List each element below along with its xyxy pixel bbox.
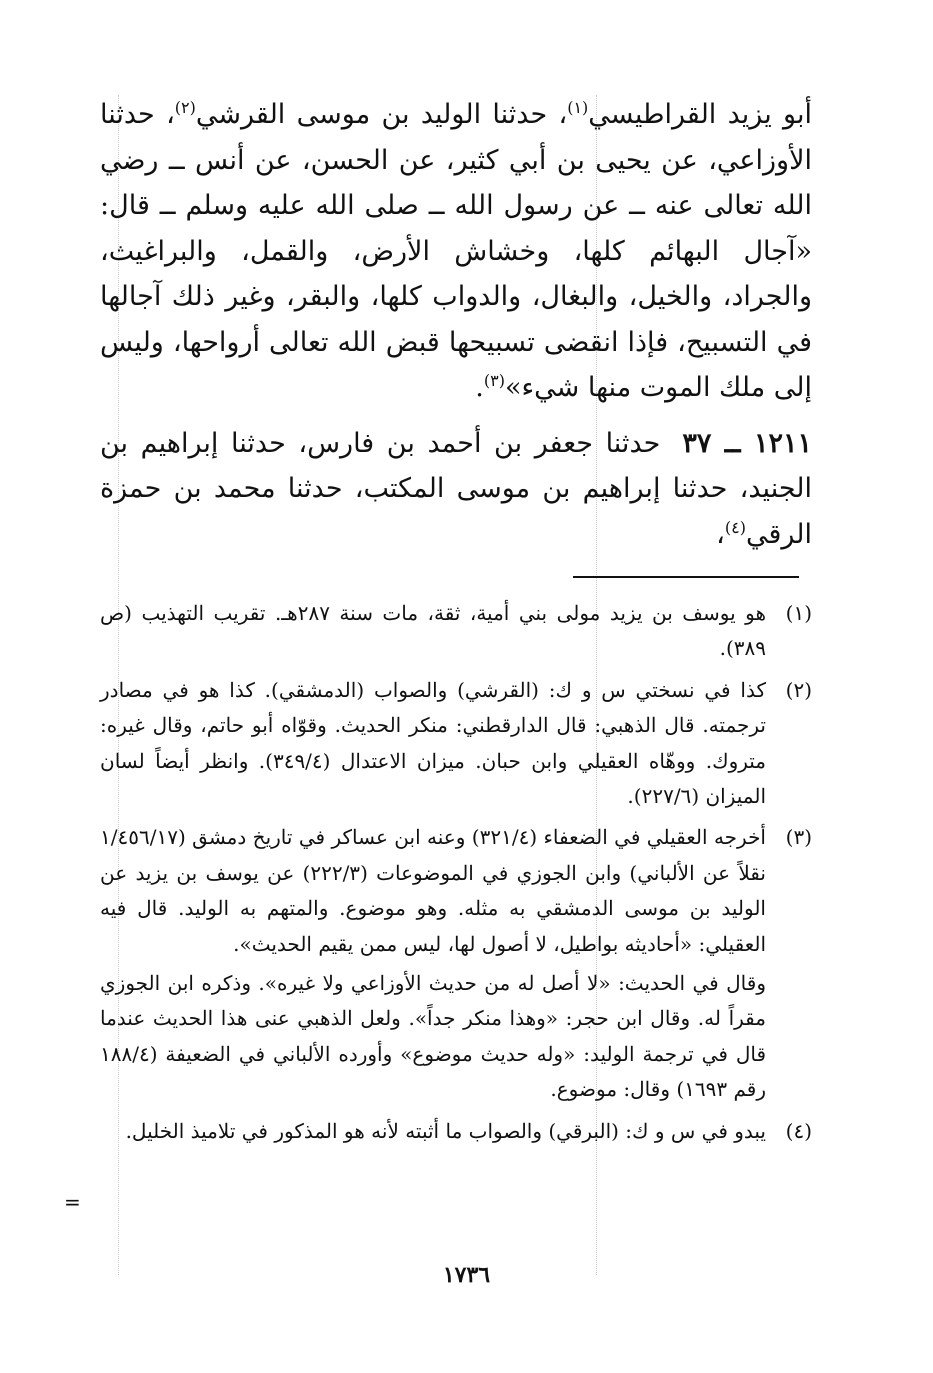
footnote-ref[interactable]: (٣) (483, 371, 505, 390)
main-text (100, 92, 812, 557)
page-number: ١٧٣٦ (442, 1262, 491, 1288)
footnote-text: هو يوسف بن يزيد مولى بني أمية، ثقة، مات سنة ٢٨٧هـ. تقريب التهذيب (ص ٣٨٩). (100, 601, 766, 661)
footnote-text: يبدو في س و ك: (البرقي) والصواب ما أثبته لأنه هو المذكور في تلاميذ الخليل. (125, 1118, 766, 1143)
entry-number: ١٢١١ ــ ٣٧ (682, 427, 813, 459)
footnote-text: أخرجه العقيلي في الضعفاء (٣٢١/٤) وعنه ابن عساكر في تاريخ دمشق (١/٤٥٦/١٧ نقلاً عن الألباني) وابن الجوزي في الموضوعات (٢٢٢/٣) عن يوسف بن يزيد عن الوليد بن موسى الدمشقي به مثله. وهو موضوع. والمتهم به الوليد. قال فيه العقيلي: «أحاديثه بواطيل، لا أصول لها، ليس ممن يقيم الحديث». (100, 825, 766, 956)
footnote (100, 1114, 812, 1149)
footnote-separator (573, 576, 799, 578)
footnote-text: كذا في نسختي س و ك: (القرشي) والصواب (الدمشقي). كذا هو في مصادر ترجمته. قال الذهبي: قال الدارقطني: منكر الحديث. وقوّاه أبو حاتم، وقال غيره: متروك. ووهّاه العقيلي وابن حبان. ميزان الاعتدال (٣٤٩/٤). وانظر أيضاً لسان الميزان (٢٢٧/٦). (100, 677, 767, 809)
footnote-number: (٤) (785, 1118, 812, 1143)
footnote-ref[interactable]: (٢) (174, 98, 196, 117)
footnote-number: (١) (785, 601, 812, 625)
footnote-text: وقال في الحديث: «لا أصل له من حديث الأوزاعي ولا غيره». وذكره ابن الجوزي مقراً له. وقال ابن حجر: «وهذا منكر جداً». ولعل الذهبي عنى هذا الحديث عندما قال في ترجمة الوليد: «وله حديث موضوع» وأورده الألباني في الضعيفة (١٨٨/٤ رقم ١٦٩٣) وقال: موضوع. (100, 971, 766, 1102)
footnote-number: (٢) (785, 677, 812, 702)
footnote-ref[interactable]: (٤) (724, 517, 746, 537)
footnote-ref[interactable]: (١) (567, 98, 589, 117)
footnotes (100, 596, 812, 1155)
footnote (100, 673, 812, 815)
footnote-number: (٣) (785, 825, 812, 850)
footnote (100, 596, 812, 667)
hadith-entry: ١٢١١ ــ ٣٧حدثنا جعفر بن أحمد بن فارس، حدثنا إبراهيم بن الجنيد، حدثنا إبراهيم بن موسى المكتب، حدثنا محمد بن حمزة الرقي$^{(٤)}$، (100, 427, 813, 550)
hadith-paragraph: أبو يزيد القراطيسي$^{(١)}$، حدثنا الوليد بن موسى القرشي$^{(٢)}$، حدثنا الأوزاعي، عن يحيى بن أبي كثير، عن الحسن، عن أنس ــ رضي الله تعالى عنه ــ عن رسول الله ــ صلى الله عليه وسلم ــ قال: «آجال البهائم كلها، وخشاش الأرض، والقمل، والبراغيث، والجراد، والخيل، والبغال، والدواب كلها، والبقر، وغير ذلك آجالها في التسبيح، فإذا انقضى تسبيحها قبض الله تعالى أرواحها، وليس إلى ملك الموت منها شيء»$^{(٣)}$. (100, 98, 812, 403)
footnote (100, 820, 812, 1107)
margin-mark: = (64, 1190, 81, 1214)
